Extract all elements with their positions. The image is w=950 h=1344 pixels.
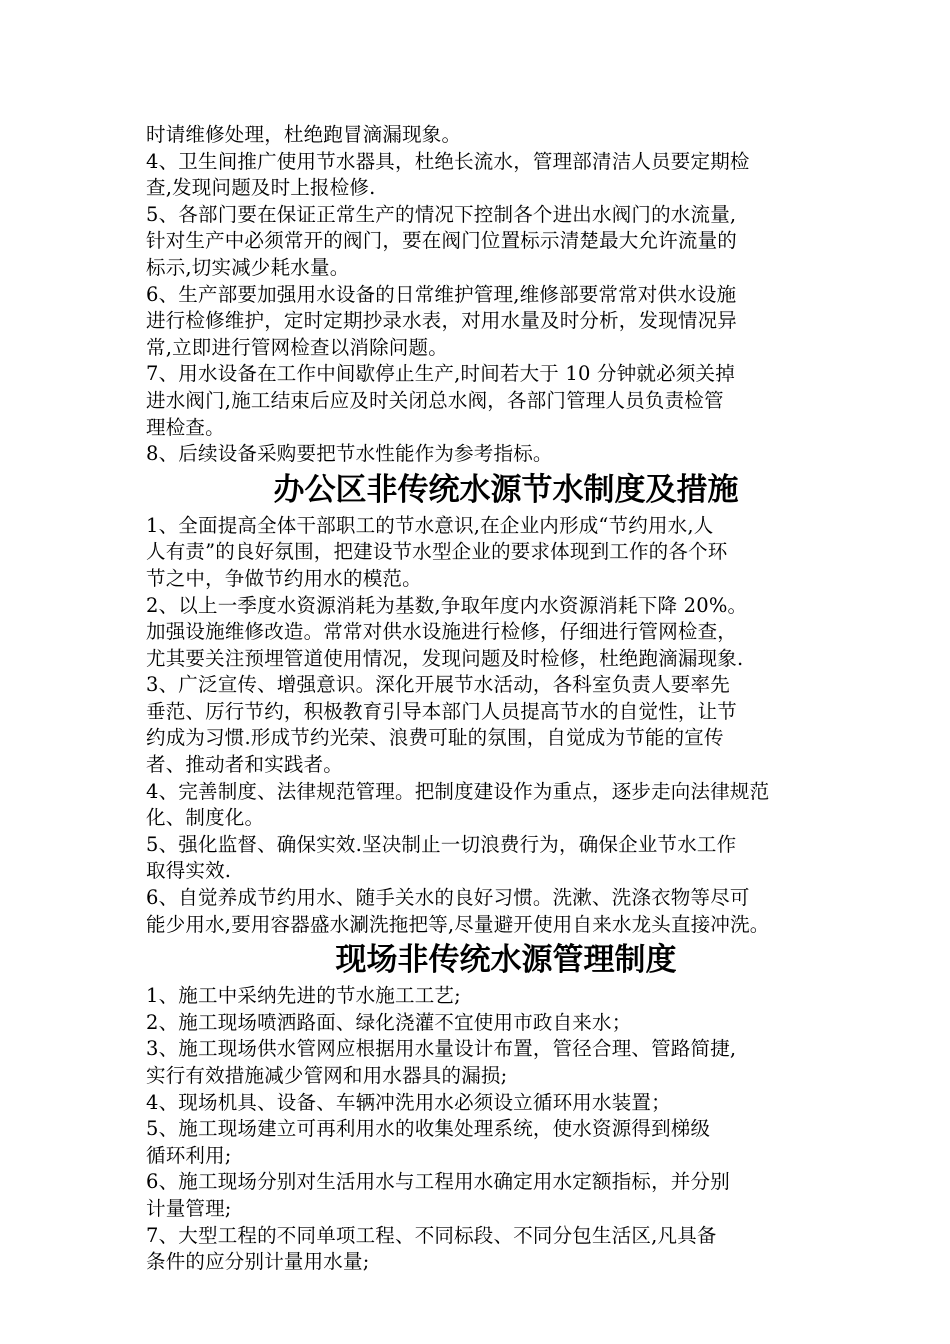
document-page	[146, 122, 866, 1276]
text-line: 5、各部门要在保证正常生产的情况下控制各个进出水阀门的水流量,	[146, 202, 737, 226]
text-line: 针对生产中必须常开的阀门，要在阀门位置标示清楚最大允许流量的	[146, 229, 738, 253]
text-line: 6、自觉养成节约用水、随手关水的良好习惯。洗漱、洗涤衣物等尽可	[146, 886, 750, 910]
document-section	[146, 940, 866, 1276]
text-line: 取得实效.	[146, 859, 232, 883]
text-line: 垂范、厉行节约，积极教育引导本部门人员提高节水的自觉性，让节	[146, 699, 738, 723]
text-line: 加强设施维修改造。常常对供水设施进行检修，仔细进行管网检查，	[146, 620, 738, 644]
text-line: 进行检修维护，定时定期抄录水表，对用水量及时分析，发现情况异	[146, 309, 738, 333]
text-line: 6、施工现场分别对生活用水与工程用水确定用水定额指标，并分别	[146, 1170, 730, 1194]
document-section	[146, 122, 866, 468]
text-line: 1、全面提高全体干部职工的节水意识,在企业内形成“节约用水,人	[146, 513, 714, 537]
text-line: 人有责”的良好氛围，把建设节水型企业的要求体现到工作的各个环	[146, 540, 728, 564]
text-line: 化、制度化。	[146, 806, 265, 830]
text-line: 2、以上一季度水资源消耗为基数,争取年度内水资源消耗下降 20%。	[146, 593, 748, 617]
text-line: 者、推动者和实践者。	[146, 753, 344, 777]
text-line: 4、卫生间推广使用节水器具，杜绝长流水，管理部清洁人员要定期检	[146, 149, 750, 173]
text-line: 实行有效措施减少管网和用水器具的漏损;	[146, 1064, 508, 1087]
section-heading: 办公区非传统水源节水制度及措施	[273, 471, 739, 508]
text-line: 条件的应分别计量用水量;	[146, 1250, 370, 1274]
text-line: 4、完善制度、法律规范管理。把制度建设作为重点，逐步走向法律规范	[146, 779, 770, 803]
section-heading: 现场非传统水源管理制度	[335, 942, 677, 979]
text-line: 5、施工现场建立可再利用水的收集处理系统，使水资源得到梯级	[146, 1117, 711, 1141]
text-line: 7、用水设备在工作中间歇停止生产,时间若大于 10 分钟就必须关掉	[146, 362, 735, 386]
text-line: 6、生产部要加强用水设备的日常维护管理,维修部要常常对供水设施	[146, 282, 737, 306]
text-line: 7、大型工程的不同单项工程、不同标段、不同分包生活区,凡具备	[146, 1223, 717, 1247]
text-line: 标示,切实减少耗水量。	[146, 255, 350, 279]
text-line: 时请维修处理，杜绝跑冒滴漏现象。	[146, 123, 462, 146]
text-line: 1、施工中采纳先进的节水施工工艺;	[146, 984, 461, 1008]
text-line: 尤其要关注预埋管道使用情况，发现问题及时检修，杜绝跑滴漏现象.	[146, 646, 744, 670]
text-line: 3、广泛宣传、增强意识。深化开展节水活动，各科室负责人要率先	[146, 673, 730, 697]
text-line: 4、现场机具、设备、车辆冲洗用水必须设立循环用水装置；	[146, 1090, 671, 1114]
text-line: 5、强化监督、确保实效.坚决制止一切浪费行为，确保企业节水工作	[146, 832, 737, 856]
text-line: 常,立即进行管网检查以消除问题。	[146, 335, 448, 359]
text-line: 进水阀门,施工结束后应及时关闭总水阀，各部门管理人员负责检管	[146, 388, 724, 412]
text-line: 循环利用;	[146, 1143, 232, 1167]
text-line: 理检查。	[146, 415, 225, 439]
text-line: 查,发现问题及时上报检修.	[146, 176, 376, 200]
text-line: 3、施工现场供水管网应根据用水量设计布置，管径合理、管路简捷,	[146, 1037, 737, 1061]
text-line: 约成为习惯.形成节约光荣、浪费可耻的氛围，自觉成为节能的宣传	[146, 726, 724, 750]
text-line: 能少用水,要用容器盛水涮洗拖把等,尽量避开使用自来水龙头直接冲洗。	[146, 912, 770, 936]
document-section	[146, 470, 866, 939]
text-line: 8、后续设备采购要把节水性能作为参考指标。	[146, 442, 553, 466]
text-line: 2、施工现场喷洒路面、绿化浇灌不宜使用市政自来水；	[146, 1010, 632, 1034]
text-line: 节之中，争做节约用水的模范。	[146, 566, 422, 590]
text-line: 计量管理;	[146, 1196, 232, 1220]
